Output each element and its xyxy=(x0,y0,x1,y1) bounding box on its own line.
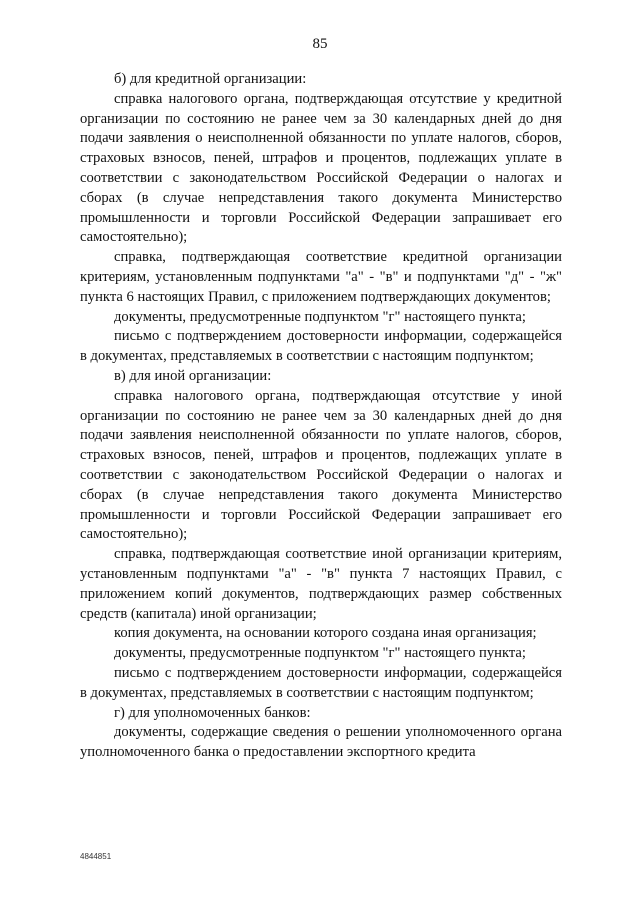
paragraph-criteria-other-org: справка, подтверждающая соответствие иной организации критериям, установленным подпунктами "а" - "в" пункта 7 настоящих Правил, с приложением копий документов, подтверждающих размер собственных средств (капитала) иной организации; xyxy=(80,546,562,622)
paragraph-letter-confirmation-2: письмо с подтверждением достоверности информации, содержащейся в документах, представляемых в соответствии с настоящим подпунктом; xyxy=(80,664,562,701)
document-code: 4844851 xyxy=(80,852,112,861)
paragraph-criteria-credit-org: справка, подтверждающая соответствие кредитной организации критериям, установленным подпунктами "а" - "в" и подпунктами "д" - "ж" пункта 6 настоящих Правил, с приложением подтверждающих документов; xyxy=(80,249,562,305)
document-body xyxy=(80,70,562,763)
paragraph-documents-g-2: документы, предусмотренные подпунктом "г" настоящего пункта; xyxy=(114,645,526,662)
paragraph-letter-confirmation: письмо с подтверждением достоверности информации, содержащейся в документах, представляемых в соответствии с настоящим подпунктом; xyxy=(80,328,562,365)
paragraph-tax-certificate-other-org: справка налогового органа, подтверждающая отсутствие у иной организации по состоянию не ранее чем за 30 календарных дней до дня подачи заявления неисполненной обязанности по уплате налогов, сборов, страховых взносов, пеней, штрафов и процентов, подлежащих уплате в соответствии с законодательством Российской Федерации о налогах и сборах (в случае непредставления такого документа Министерство промышленности и торговли Российской Федерации запрашивает его самостоятельно); xyxy=(80,387,562,543)
paragraph-g-heading: г) для уполномоченных банков: xyxy=(114,704,311,721)
paragraph-founding-document-copy: копия документа, на основании которого создана иная организация; xyxy=(114,625,537,642)
page-number: 85 xyxy=(312,36,328,52)
paragraph-documents-g: документы, предусмотренные подпунктом "г" настоящего пункта; xyxy=(114,308,526,325)
paragraph-b-heading: б) для кредитной организации: xyxy=(114,71,307,87)
paragraph-authorized-bank-documents: документы, содержащие сведения о решении уполномоченного органа уполномоченного банка о предоставлении экспортного кредита xyxy=(80,724,562,761)
paragraph-v-heading: в) для иной организации: xyxy=(114,367,272,384)
paragraph-tax-certificate-credit-org: справка налогового органа, подтверждающая отсутствие у кредитной организации по состоянию не ранее чем за 30 календарных дней до дня подачи заявления о неисполненной обязанности по уплате налогов, сборов, страховых взносов, пеней, штрафов и процентов, подлежащих уплате в соответствии с законодательством Российской Федерации о налогах и сборах (в случае непредставления такого документа Министерство промышленности и торговли Российской Федерации запрашивает его самостоятельно); xyxy=(80,90,562,246)
